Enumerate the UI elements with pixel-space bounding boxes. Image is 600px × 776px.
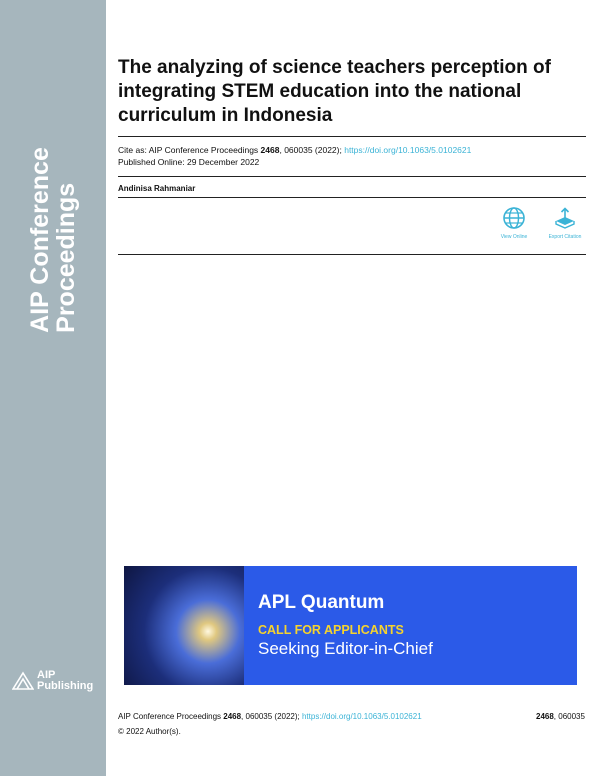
divider (118, 176, 586, 177)
quantum-artwork (124, 566, 244, 685)
divider (118, 254, 586, 255)
view-online-label: View Online (500, 234, 528, 240)
published-date: Published Online: 29 December 2022 (118, 157, 260, 167)
view-online-button[interactable] (494, 206, 534, 240)
banner-subtitle: Seeking Editor-in-Chief (258, 639, 433, 658)
export-citation-button[interactable] (545, 206, 585, 240)
cite-rest: , 060035 (2022); (279, 145, 345, 155)
export-citation-label: Export Citation (548, 234, 582, 240)
globe-icon (502, 206, 526, 230)
doi-link[interactable]: https://doi.org/10.1063/5.0102621 (344, 145, 472, 155)
ad-banner[interactable] (124, 566, 577, 685)
banner-call: CALL FOR APPLICANTS (258, 623, 404, 637)
article-title: The analyzing of science teachers perception of integrating STEM education into the national curriculum in Indonesia (118, 57, 551, 126)
footer-doi-link[interactable]: https://doi.org/10.1063/5.0102621 (301, 712, 422, 721)
export-citation-icon (553, 206, 577, 230)
cite-prefix: Cite as: AIP Conference Proceedings (118, 145, 261, 155)
journal-sidebar (0, 0, 106, 776)
footer-page-id (536, 712, 585, 721)
copyright: © 2022 Author(s). (118, 727, 181, 736)
aip-publishing-logo[interactable] (12, 670, 93, 692)
footer-cite-volume: 2468 (223, 712, 242, 721)
footer-page-volume: 2468 (536, 712, 554, 721)
journal-name (27, 147, 79, 333)
cite-volume: 2468 (260, 145, 280, 155)
divider (118, 136, 586, 137)
banner-title: APL Quantum (258, 592, 385, 613)
journal-name-line2: Proceedings (52, 182, 80, 333)
author-name: Andinisa Rahmaniar (118, 184, 196, 193)
publisher-line1: AIP (37, 669, 56, 681)
divider (118, 197, 586, 198)
publisher-name (37, 670, 93, 692)
citation-line (118, 144, 471, 156)
footer-cite-rest: , 060035 (2022); (241, 712, 302, 721)
footer-citation (118, 712, 422, 721)
footer-cite-prefix: AIP Conference Proceedings (118, 712, 224, 721)
publisher-line2: Publishing (37, 680, 94, 692)
aip-logo-icon (12, 671, 34, 691)
journal-name-line1: AIP Conference (26, 147, 54, 333)
footer-page-number: , 060035 (553, 712, 585, 721)
